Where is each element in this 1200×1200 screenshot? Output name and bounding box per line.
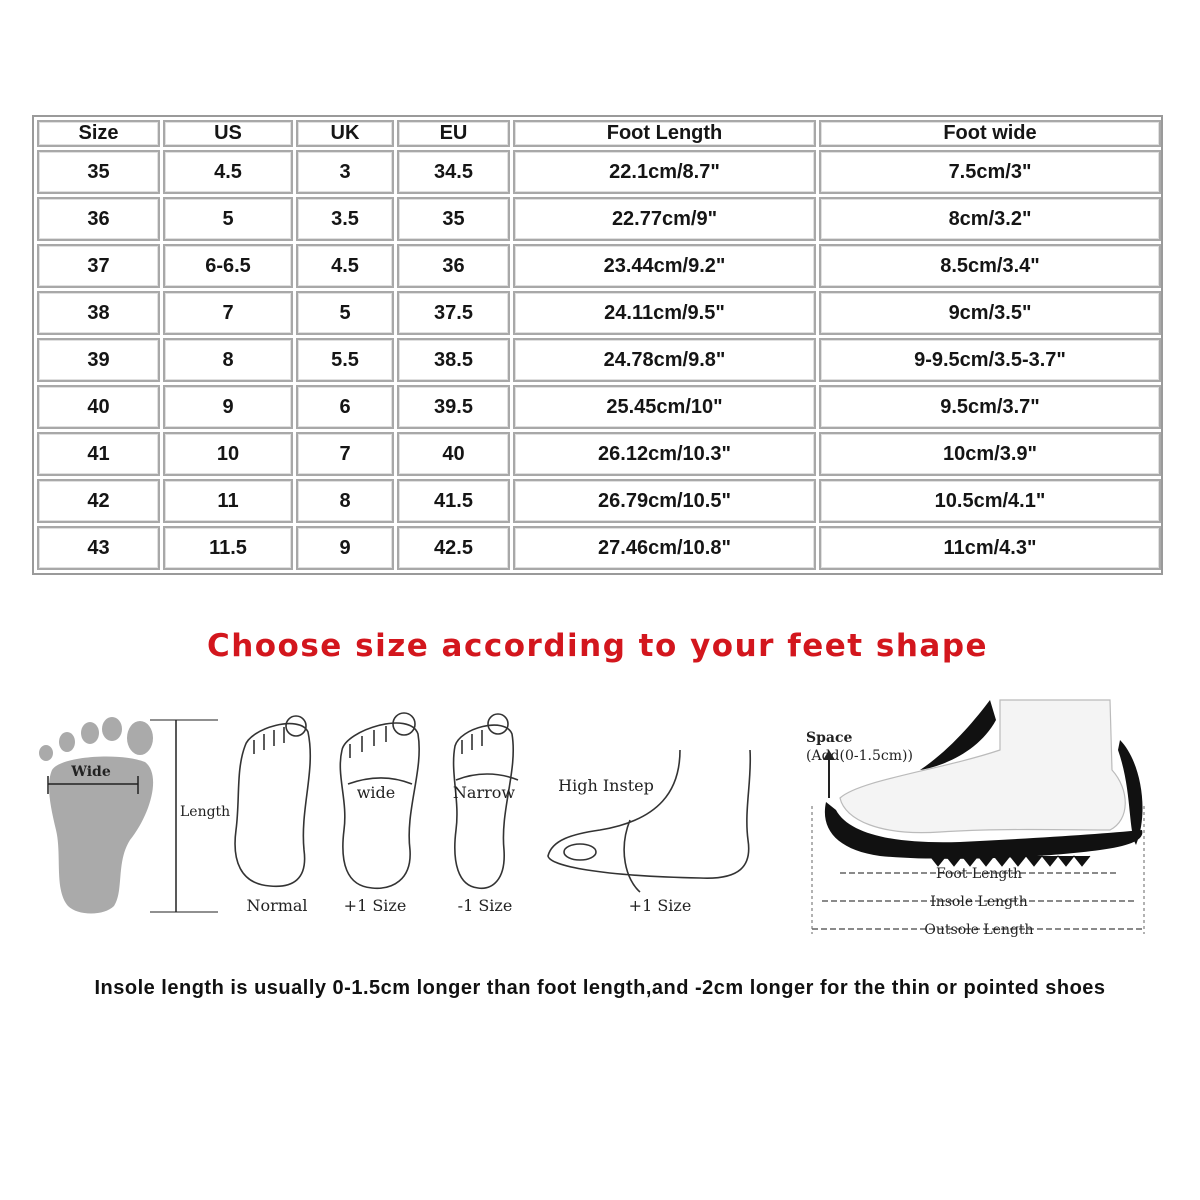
table-row [37, 385, 1161, 429]
foot-length-label: Foot Length [935, 866, 1023, 882]
insole-length-note: Insole length is usually 0-1.5cm longer than foot length,and -2cm longer for the thin or pointed shoes [94, 977, 1106, 999]
table-cell: 4.5 [163, 150, 293, 194]
table-cell: 38 [37, 291, 160, 335]
normal-label: Normal [246, 896, 308, 915]
table-cell: 38.5 [397, 338, 510, 382]
table-cell: 5.5 [296, 338, 394, 382]
outsole-length-label: Outsole Length [924, 922, 1034, 938]
table-cell: 7.5cm/3" [819, 150, 1161, 194]
table-cell: 3 [296, 150, 394, 194]
table-cell: 6 [296, 385, 394, 429]
table-cell: 8cm/3.2" [819, 197, 1161, 241]
column-header: UK [296, 120, 394, 147]
normal-foot-diagram [235, 716, 310, 915]
table-cell: 42.5 [397, 526, 510, 570]
table-cell: 9cm/3.5" [819, 291, 1161, 335]
narrow-size-label: -1 Size [457, 896, 513, 915]
table-cell: 24.78cm/9.8" [513, 338, 816, 382]
big-toe-icon [564, 844, 596, 860]
table-cell: 6-6.5 [163, 244, 293, 288]
table-cell: 9 [163, 385, 293, 429]
table-cell: 4.5 [296, 244, 394, 288]
table-row [37, 338, 1161, 382]
table-cell: 11.5 [163, 526, 293, 570]
space-add-label: (Add(0-1.5cm)) [806, 748, 913, 764]
table-cell: 8 [163, 338, 293, 382]
size-advice-heading: Choose size according to your feet shape [206, 628, 989, 664]
high-instep-diagram [548, 750, 750, 915]
high-instep-size-label: +1 Size [628, 896, 692, 915]
table-cell: 3.5 [296, 197, 394, 241]
length-label: Length [180, 804, 231, 820]
wide-label: wide [356, 783, 396, 802]
table-cell: 35 [397, 197, 510, 241]
toe-icon [102, 717, 122, 741]
table-row [37, 432, 1161, 476]
instep-measure-icon [624, 820, 640, 892]
insole-length-label: Insole Length [930, 894, 1028, 910]
table-row [37, 150, 1161, 194]
table-cell: 34.5 [397, 150, 510, 194]
table-body [37, 150, 1161, 570]
size-chart-table [32, 115, 1163, 575]
table-cell: 40 [37, 385, 160, 429]
table-cell: 8.5cm/3.4" [819, 244, 1161, 288]
table-cell: 39.5 [397, 385, 510, 429]
table-cell: 40 [397, 432, 510, 476]
toes-icon [350, 726, 386, 758]
sole-tread-icon [930, 856, 1090, 866]
table-cell: 10cm/3.9" [819, 432, 1161, 476]
space-label: Space [806, 730, 853, 746]
table-cell: 41 [37, 432, 160, 476]
table-row [37, 291, 1161, 335]
narrow-label: Narrow [452, 783, 516, 802]
toes-icon [254, 727, 284, 754]
table-cell: 42 [37, 479, 160, 523]
table-cell: 37.5 [397, 291, 510, 335]
wide-label: Wide [71, 764, 111, 780]
high-instep-foot-outline [548, 750, 750, 878]
wide-foot-diagram [340, 713, 419, 915]
table-cell: 41.5 [397, 479, 510, 523]
column-header: Foot Length [513, 120, 816, 147]
big-toe-icon [127, 721, 153, 755]
foot-measure-diagram [39, 717, 230, 914]
wide-size-label: +1 Size [343, 896, 407, 915]
table-cell: 27.46cm/10.8" [513, 526, 816, 570]
table-cell: 22.77cm/9" [513, 197, 816, 241]
table-row [37, 526, 1161, 570]
shoe-cross-section-diagram [806, 700, 1144, 938]
table-cell: 43 [37, 526, 160, 570]
table-cell: 9.5cm/3.7" [819, 385, 1161, 429]
table-cell: 10.5cm/4.1" [819, 479, 1161, 523]
table-row [37, 197, 1161, 241]
table-cell: 10 [163, 432, 293, 476]
table-cell: 37 [37, 244, 160, 288]
table-cell: 5 [296, 291, 394, 335]
table-cell: 26.79cm/10.5" [513, 479, 816, 523]
table-cell: 8 [296, 479, 394, 523]
table-cell: 26.12cm/10.3" [513, 432, 816, 476]
high-instep-label: High Instep [558, 776, 654, 795]
table-cell: 24.11cm/9.5" [513, 291, 816, 335]
narrow-arrow-icon [456, 774, 518, 780]
table-cell: 22.1cm/8.7" [513, 150, 816, 194]
column-header: Foot wide [819, 120, 1161, 147]
table-cell: 25.45cm/10" [513, 385, 816, 429]
table-cell: 11 [163, 479, 293, 523]
table-cell: 7 [163, 291, 293, 335]
table-cell: 7 [296, 432, 394, 476]
foot-shape-diagrams [0, 680, 1200, 960]
size-table [34, 117, 1164, 573]
column-header: US [163, 120, 293, 147]
column-header: Size [37, 120, 160, 147]
normal-foot-outline [235, 724, 310, 887]
table-row [37, 244, 1161, 288]
table-cell: 36 [397, 244, 510, 288]
table-header-row [37, 120, 1161, 147]
table-cell: 35 [37, 150, 160, 194]
big-toe-icon [488, 714, 508, 734]
column-header: EU [397, 120, 510, 147]
table-cell: 11cm/4.3" [819, 526, 1161, 570]
table-cell: 23.44cm/9.2" [513, 244, 816, 288]
toe-icon [59, 732, 75, 752]
table-cell: 9-9.5cm/3.5-3.7" [819, 338, 1161, 382]
wide-foot-outline [340, 723, 419, 888]
toe-icon [39, 745, 53, 761]
table-cell: 39 [37, 338, 160, 382]
table-cell: 5 [163, 197, 293, 241]
table-row [37, 479, 1161, 523]
table-cell: 36 [37, 197, 160, 241]
table-cell: 9 [296, 526, 394, 570]
narrow-foot-diagram [453, 714, 518, 915]
toe-icon [81, 722, 99, 744]
